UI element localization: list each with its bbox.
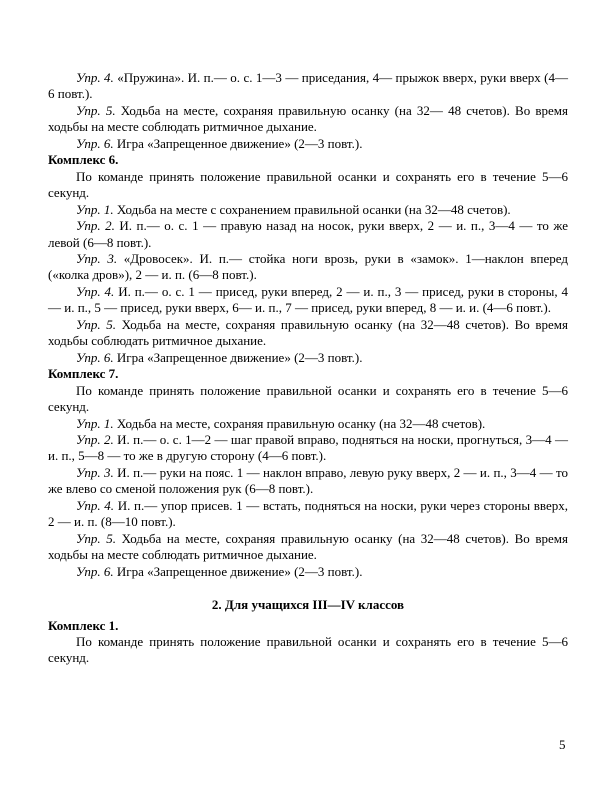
exercise-text: И. п.— о. с. 1 — правую назад на носок, руки вверх, 2 — и. п., 3—4 — то же левой (6—8 повт.). — [48, 218, 568, 250]
exercise-paragraph — [48, 465, 568, 498]
exercise-text: Ходьба на месте, сохраняя правильную осанку (на 32—48 счетов). — [113, 415, 486, 431]
exercise-text: И. п.— руки на пояс. 1 — наклон вправо, левую руку вверх, 2 — и. п., 3—4 — то же влево со сменой положения рук (6—8 повт.). — [48, 464, 568, 497]
exercise-label: Упр. 5. — [76, 316, 117, 332]
exercise-label: Упр. 1. — [76, 201, 114, 217]
exercise-paragraph — [48, 531, 568, 564]
exercise-text: Ходьба на месте с сохранением правильной осанки (на 32—48 счетов). — [113, 201, 511, 217]
exercise-label: Упр. 5. — [76, 530, 117, 546]
exercise-label: Упр. 2. — [76, 431, 114, 447]
exercise-label: Упр. 3. — [76, 464, 114, 480]
exercise-paragraph — [48, 564, 568, 580]
exercise-paragraph — [48, 70, 568, 103]
exercise-text: Игра «Запрещенное движение» (2—3 повт.). — [113, 349, 363, 365]
exercise-paragraph — [48, 432, 568, 465]
exercise-paragraph — [48, 350, 568, 366]
complex-heading: Комплекс 7. — [48, 366, 119, 382]
exercise-label: Упр. 6. — [76, 563, 114, 579]
exercise-text: Ходьба на месте, сохраняя правильную осанку (на 32—48 счетов). Во время ходьбы соблюдать ритмичное дыхание. — [48, 316, 568, 349]
exercise-text: «Пружина». И. п.— о. с. 1—3 — приседания, 4— прыжок вверх, руки вверх (4—6 повт.). — [48, 70, 568, 102]
exercise-text: Игра «Запрещенное движение» (2—3 повт.). — [113, 563, 363, 579]
exercise-paragraph — [48, 317, 568, 350]
exercise-label: Упр. 2. — [76, 218, 115, 234]
exercise-label: Упр. 4. — [76, 497, 115, 513]
exercise-paragraph — [48, 251, 568, 284]
exercise-text: И. п.— упор присев. 1 — встать, подняться на носки, руки через стороны вверх, 2 — и. п. (8—10 повт.). — [48, 497, 568, 530]
exercise-paragraph — [48, 498, 568, 531]
exercise-label: Упр. 4. — [76, 283, 115, 299]
exercise-label: Упр. 6. — [76, 135, 114, 151]
instruction-paragraph: По команде принять положение правильной осанки и сохранять его в течение 5—6 секунд. — [48, 168, 568, 201]
exercise-text: Игра «Запрещенное движение» (2—3 повт.). — [113, 135, 363, 151]
exercise-paragraph — [48, 416, 568, 432]
exercise-paragraph — [48, 202, 568, 218]
exercise-label: Упр. 3. — [76, 250, 118, 266]
exercise-label: Упр. 6. — [76, 349, 114, 365]
exercise-text: И. п.— о. с. 1 — присед, руки вперед, 2 — и. п., 3 — присед, руки в стороны, 4 — и. п., 5 — присед, руки вверх, 6— и. п., 7 — присед, руки вперед, 8 — и. и. (4—6 повт.). — [48, 283, 569, 316]
exercise-text: «Дровосек». И. п.— стойка ноги врозь, руки в «замок». 1—наклон вперед («колка дров»), 2 — и. п. (6—8 повт.). — [48, 250, 568, 283]
exercise-text: Ходьба на месте, сохраняя правильную осанку (на 32— 48 счетов). Во время ходьбы на месте соблюдать ритмичное дыхание. — [48, 102, 568, 135]
section-heading: 2. Для учащихся III—IV классов — [211, 597, 405, 613]
exercise-label: Упр. 1. — [76, 415, 114, 431]
exercise-text: Ходьба на месте, сохраняя правильную осанку (на 32—48 счетов). Во время ходьбы на месте соблюдать ритмичное дыхание. — [48, 530, 568, 563]
exercise-label: Упр. 4. — [76, 70, 114, 85]
instruction-paragraph: По команде принять положение правильной осанки и сохранять его в течение 5—6 секунд. — [48, 382, 568, 415]
complex-heading: Комплекс 6. — [48, 152, 119, 168]
exercise-text: И. п.— о. с. 1—2 — шаг правой вправо, подняться на носки, прогнуться, 3—4 — и. п., 5—8 — то же в другую сторону (4—6 повт.). — [48, 431, 568, 464]
exercise-paragraph — [48, 103, 568, 136]
page-number: 5 — [559, 737, 566, 752]
exercise-paragraph — [48, 284, 568, 317]
complex-heading: Комплекс 1. — [48, 617, 119, 633]
exercise-paragraph — [48, 136, 568, 152]
exercise-paragraph — [48, 218, 568, 251]
page-content — [48, 70, 568, 667]
exercise-label: Упр. 5. — [76, 102, 116, 118]
instruction-paragraph: По команде принять положение правильной осанки и сохранять его в течение 5—6 секунд. — [48, 633, 568, 666]
